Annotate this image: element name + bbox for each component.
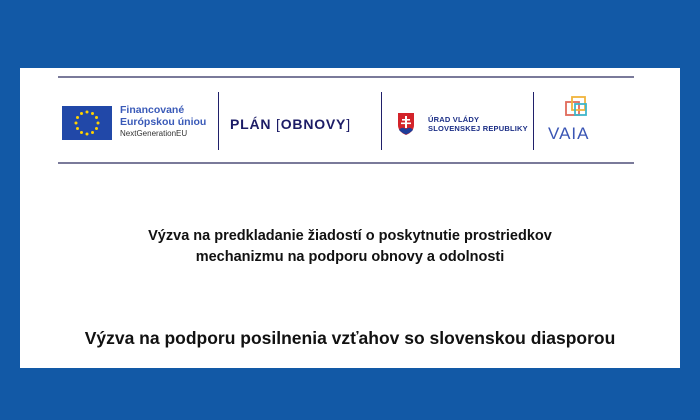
logo-divider <box>533 92 534 150</box>
eu-funding-text <box>120 104 206 140</box>
logo-divider <box>381 92 382 150</box>
plan-word: PLÁN <box>230 116 272 132</box>
call-subheadline: Výzva na podporu posilnenia vzťahov so slovenskou diasporou <box>84 328 616 348</box>
eu-flag-icon <box>62 106 112 140</box>
vaia-logo-text: VAIA <box>548 124 590 143</box>
logo-strip <box>58 76 634 164</box>
call-headline-line2: mechanizmu na podporu obnovy a odolnosti <box>195 249 505 265</box>
eu-funding-line1: Financované <box>120 104 185 116</box>
obnovy-word: OBNOVY <box>280 116 347 132</box>
announcement-card <box>20 68 680 368</box>
vaia-mark-icon <box>564 94 590 120</box>
logo-divider <box>218 92 219 150</box>
call-headline <box>20 226 680 268</box>
slovak-crest-icon <box>398 113 414 135</box>
urad-vlady-line1: ÚRAD VLÁDY <box>428 115 480 124</box>
urad-vlady-line2: SLOVENSKEJ REPUBLIKY <box>428 124 528 133</box>
eu-funding-line3: NextGenerationEU <box>120 129 188 138</box>
plan-obnovy-logo <box>230 116 351 132</box>
urad-vlady-text <box>428 115 528 133</box>
plan-bracket-close: ] <box>346 116 351 132</box>
eu-funding-line2: Európskou úniou <box>120 116 207 128</box>
call-headline-line1: Výzva na predkladanie žiadostí o poskytnutie prostriedkov <box>148 228 552 244</box>
plan-bracket-open: [ <box>276 116 281 132</box>
